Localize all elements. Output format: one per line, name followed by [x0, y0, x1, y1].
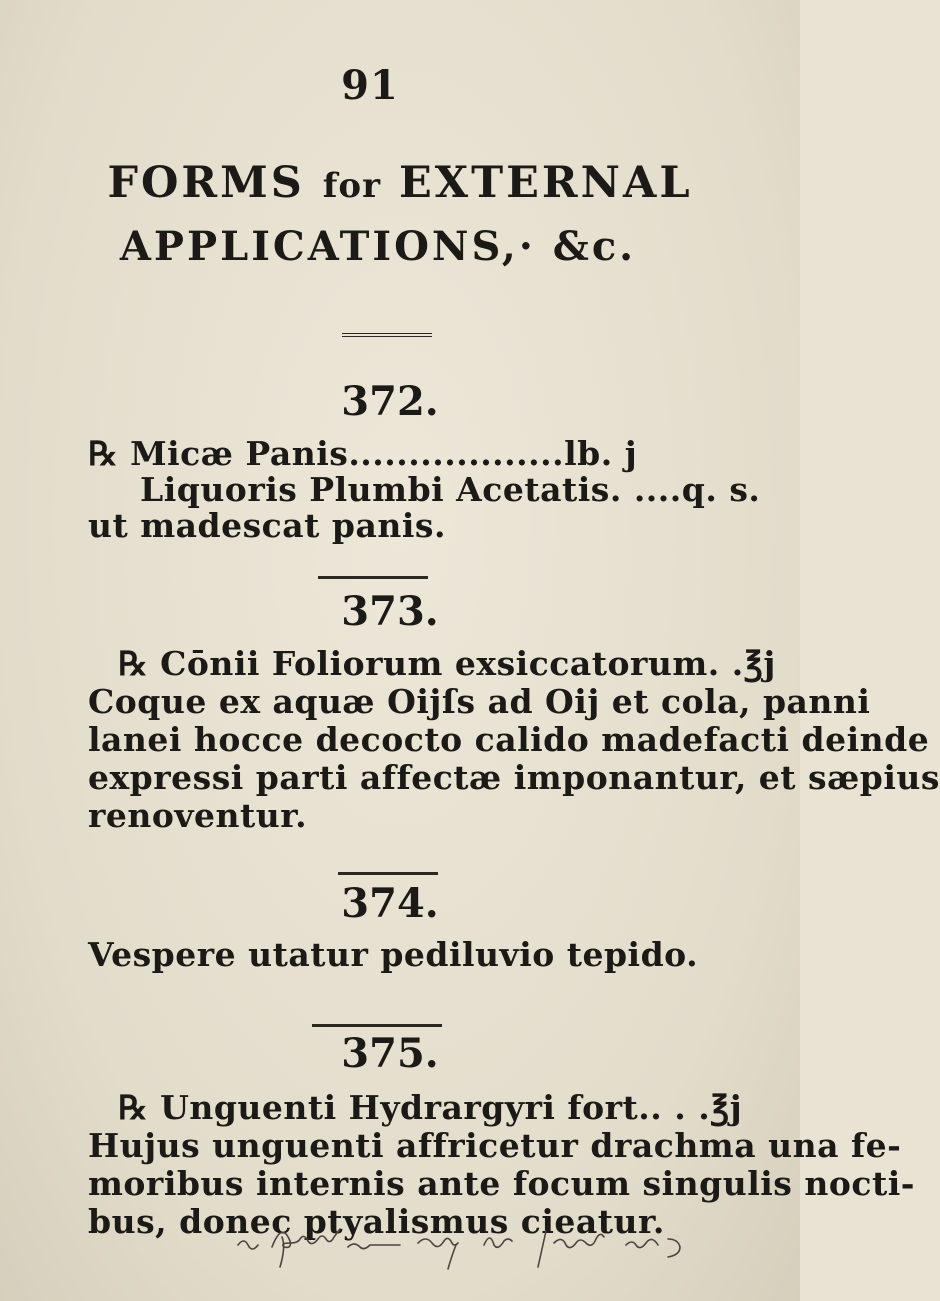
divider-372	[318, 576, 428, 579]
recipe-373-line-3: lanei hocce decocto calido madefacti deinde	[88, 720, 930, 759]
handwritten-annotation-icon	[228, 1207, 748, 1277]
recipe-372-line-3: ut madescat panis.	[88, 506, 446, 545]
recipe-373-line-4: expressi parti affectæ imponantur, et sæpius	[88, 758, 940, 797]
recipe-372-line-1: ℞ Micæ Panis..................lb. j	[88, 434, 638, 473]
recipe-372-line-2: Liquoris Plumbi Acetatis. ....q. s.	[140, 470, 761, 509]
recipe-373-line-1: ℞ Cōnii Foliorum exsiccatorum. .℥j	[118, 644, 776, 683]
heading-word-for: for	[322, 166, 382, 206]
recipe-number-373: 373.	[341, 588, 439, 635]
recipe-375-line-2: Hujus unguenti affricetur drachma una fe-	[88, 1126, 902, 1165]
recipe-373-line-5: renoventur.	[88, 796, 308, 835]
recipe-375-line-1: ℞ Unguenti Hydrargyri fort.. . .℥j	[118, 1088, 743, 1127]
recipe-375-line-4: bus, donec ptyalismus cieatur.	[88, 1202, 665, 1241]
heading-word-forms: FORMS	[107, 158, 305, 208]
recipe-number-375: 375.	[341, 1030, 439, 1077]
heading-line-1	[0, 158, 800, 208]
heading-divider	[342, 333, 432, 340]
divider-373	[338, 872, 438, 875]
recipe-373-line-2: Coque ex aquæ Oijſs ad Oij et cola, panni	[88, 682, 871, 721]
recipe-number-372: 372.	[341, 378, 439, 425]
recipe-375-line-3: moribus internis ante focum singulis nocti-	[88, 1164, 915, 1203]
divider-374	[312, 1024, 442, 1027]
recipe-374-line-1: Vespere utatur pediluvio tepido.	[88, 935, 699, 974]
page-number: 91	[341, 62, 399, 109]
heading-line-2: APPLICATIONS,· &c.	[119, 223, 637, 270]
recipe-number-374: 374.	[341, 880, 439, 927]
heading-word-external: EXTERNAL	[399, 158, 693, 208]
